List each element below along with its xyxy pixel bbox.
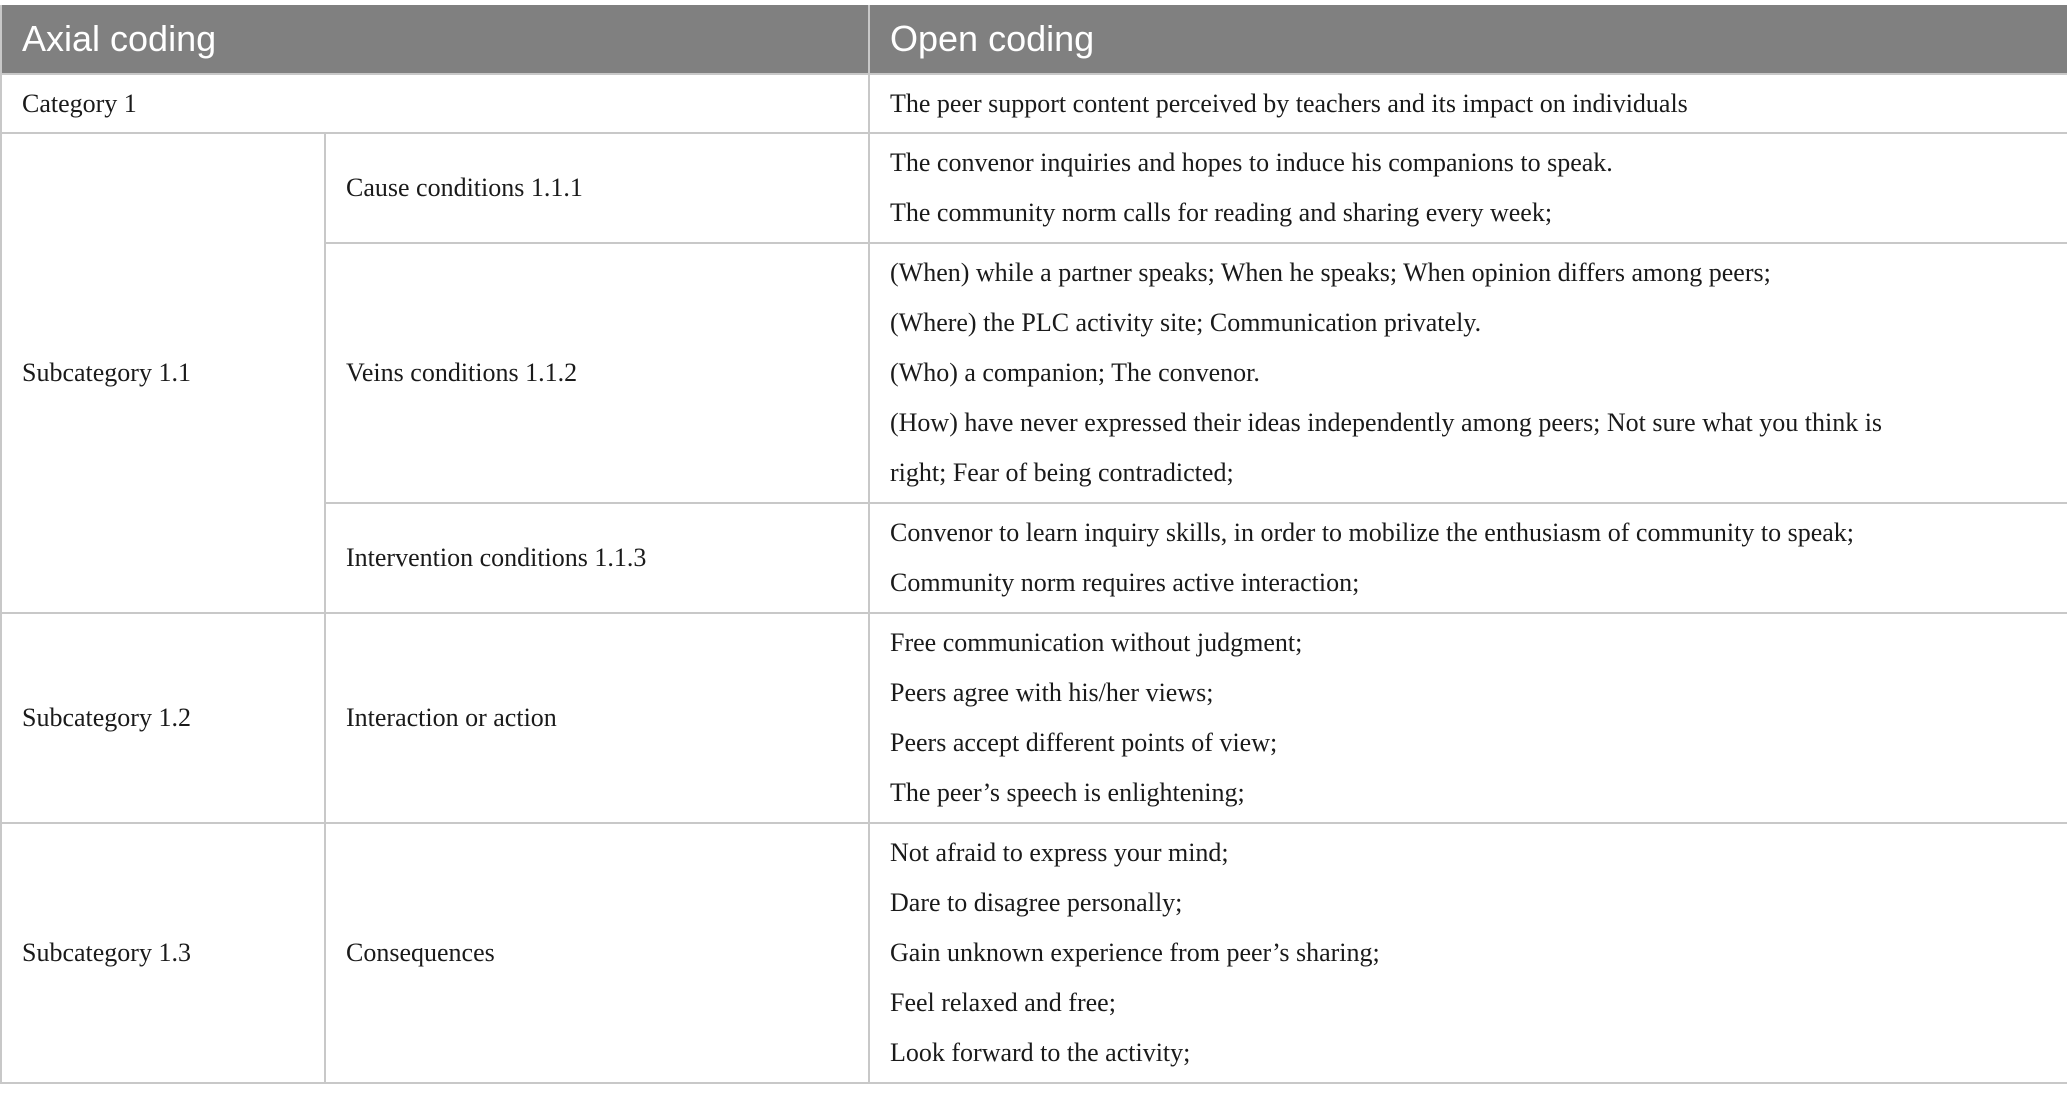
subcategory-label: Subcategory 1.2: [1, 613, 325, 823]
header-axial-coding: Axial coding: [1, 5, 869, 74]
open-coding-line: The community norm calls for reading and sharing every week;: [890, 198, 1553, 227]
subcategory-label: Subcategory 1.3: [1, 823, 325, 1083]
open-coding-cell: [869, 133, 2067, 243]
open-coding-line: Feel relaxed and free;: [890, 988, 1116, 1017]
open-coding-cell: [869, 613, 2067, 823]
open-coding-line: Convenor to learn inquiry skills, in order to mobilize the enthusiasm of community to speak;: [890, 518, 1855, 547]
open-coding-line: (Where) the PLC activity site; Communication privately.: [890, 308, 1482, 337]
open-coding-line: right; Fear of being contradicted;: [890, 458, 1234, 487]
open-coding-cell: [869, 823, 2067, 1083]
open-coding-line: (Who) a companion; The convenor.: [890, 358, 1260, 387]
open-coding-line: The peer’s speech is enlightening;: [890, 778, 1245, 807]
open-coding-cell: [869, 503, 2067, 613]
open-coding-line: Look forward to the activity;: [890, 1038, 1191, 1067]
coding-table: [0, 5, 2067, 1084]
open-coding-line: (When) while a partner speaks; When he speaks; When opinion differs among peers;: [890, 258, 1771, 287]
header-open-coding: Open coding: [869, 5, 2067, 74]
table-row: [1, 74, 2067, 133]
open-coding-line: The convenor inquiries and hopes to induce his companions to speak.: [890, 148, 1613, 177]
open-coding-line: Peers accept different points of view;: [890, 728, 1278, 757]
table-row: [1, 823, 2067, 1083]
condition-label: Veins conditions 1.1.2: [325, 243, 869, 503]
condition-label: Intervention conditions 1.1.3: [325, 503, 869, 613]
table-row: [1, 613, 2067, 823]
open-coding-line: Community norm requires active interaction;: [890, 568, 1360, 597]
open-coding-line: Not afraid to express your mind;: [890, 838, 1229, 867]
condition-label: Interaction or action: [325, 613, 869, 823]
open-coding-line: (How) have never expressed their ideas independently among peers; Not sure what you think is: [890, 408, 1883, 437]
table-row: [1, 133, 2067, 243]
open-coding-line: Free communication without judgment;: [890, 628, 1303, 657]
open-coding-line: Dare to disagree personally;: [890, 888, 1183, 917]
category-open-coding: The peer support content perceived by teachers and its impact on individuals: [869, 74, 2067, 133]
subcategory-label: Subcategory 1.1: [1, 133, 325, 613]
header-row: [1, 5, 2067, 74]
open-coding-cell: [869, 243, 2067, 503]
condition-label: Consequences: [325, 823, 869, 1083]
open-coding-line: Gain unknown experience from peer’s sharing;: [890, 938, 1380, 967]
open-coding-line: Peers agree with his/her views;: [890, 678, 1214, 707]
category-label: Category 1: [1, 74, 869, 133]
condition-label: Cause conditions 1.1.1: [325, 133, 869, 243]
